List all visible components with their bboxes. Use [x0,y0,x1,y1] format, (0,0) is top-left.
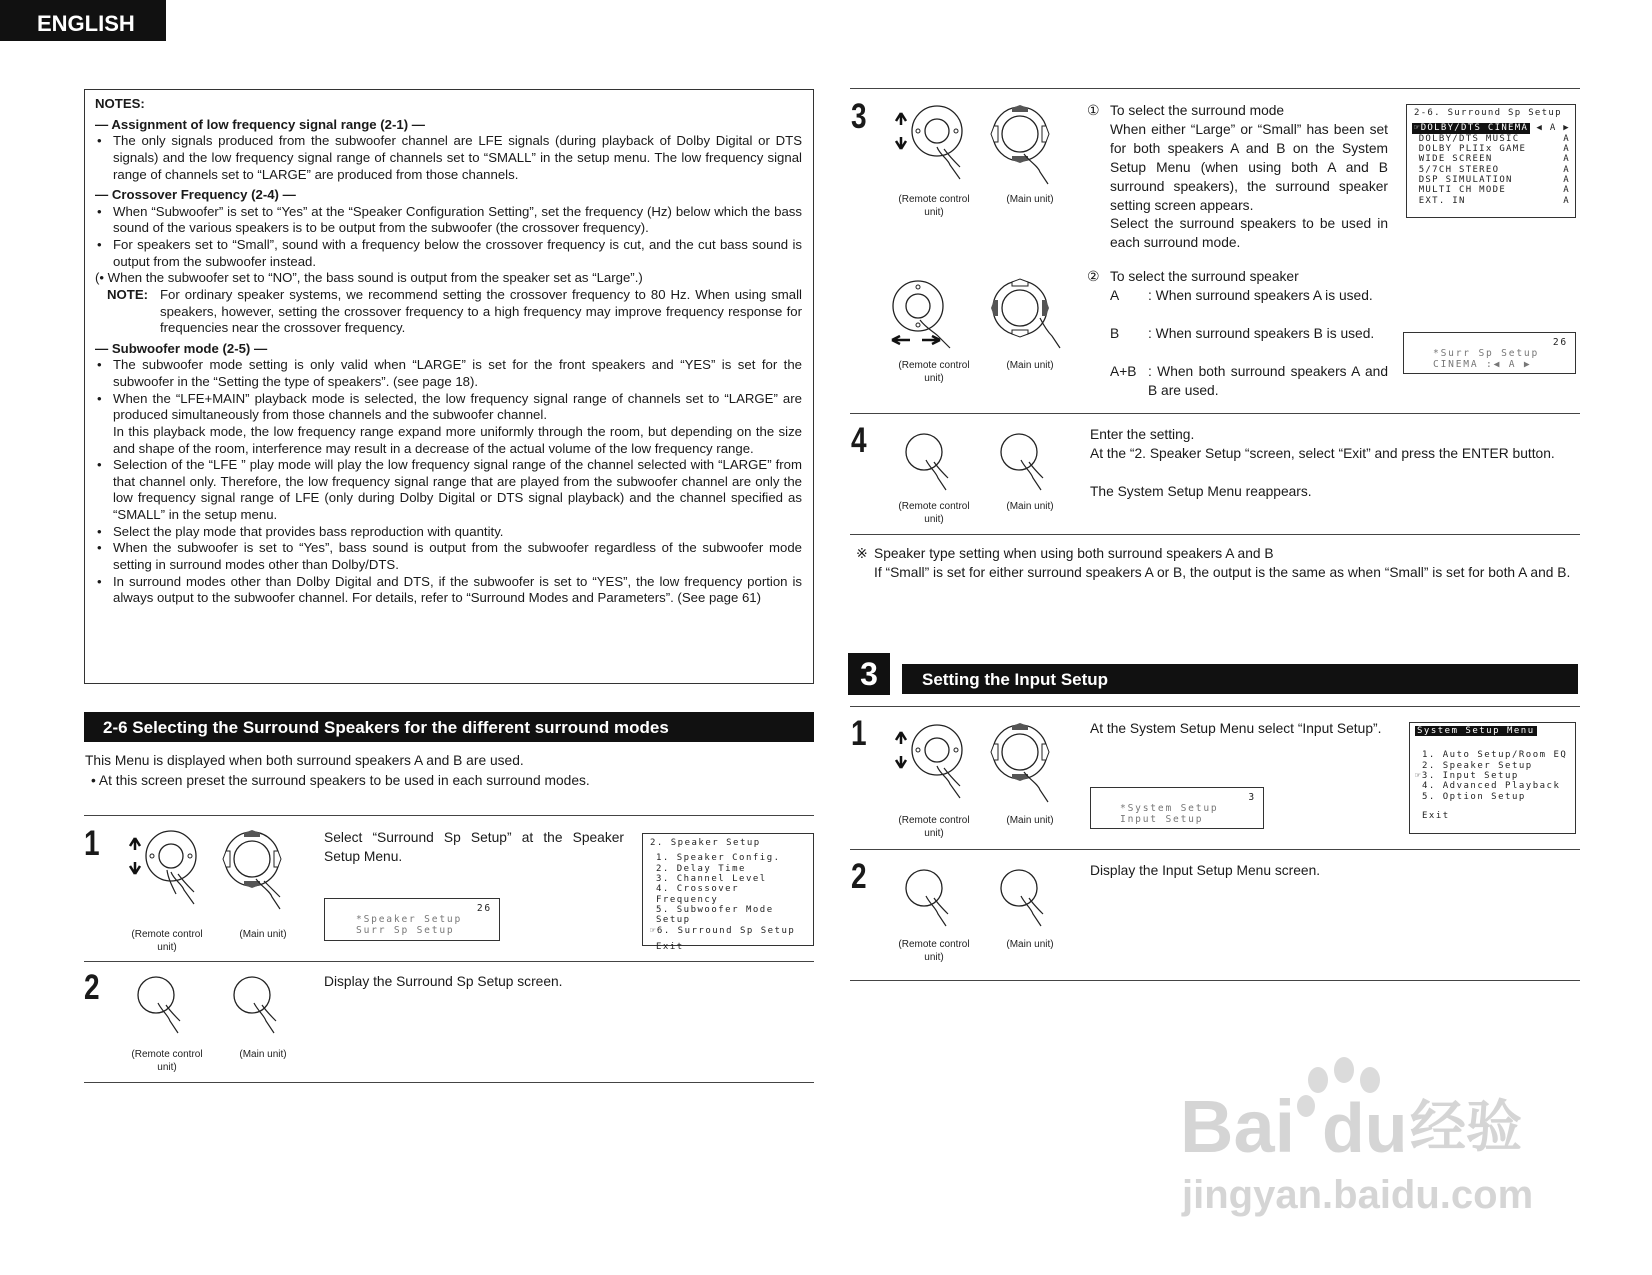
menu-title: 2. Speaker Setup [650,838,761,848]
lcd-number: 3 [1248,792,1256,803]
remote-cursor-icon [890,722,980,804]
lcd-number: 26 [476,903,492,914]
main-unit-caption: (Main unit) [1006,815,1054,826]
remote-enter-icon [904,868,964,932]
surround-mode-value: A [1563,185,1570,196]
notes-sec3-bullet: • When the subwoofer is set to “Yes”, bass sound is output from the subwoofer regardless of the subwoofer mode setting in surround modes other than Dolby/DTS. [95,540,802,573]
menu-item: 4. Crossover Frequency [656,884,740,905]
surround-mode-value: A [1563,144,1570,155]
notes-sec3-bullet: • The subwoofer mode setting is only valid when “LARGE” is set for the front speakers and “YES” is set for the subwoofer in the “Setting the type of speakers”. (see page 18). [95,357,802,390]
remote-caption: (Remote control unit) [131,929,203,953]
divider [84,1082,814,1083]
input-step1-instruction: At the System Setup Menu select “Input Setup”. [1090,721,1382,736]
surround-mode-row [1412,185,1570,195]
notes-box [84,89,814,684]
surround-mode-label: ☞DOLBY/DTS CINEMA [1414,123,1529,134]
notes-sec1-bullet: • The only signals produced from the subwoofer channel are LFE signals (during playback of Dolby Digital or DTS signals) and the low frequency signal range of channels set to “SMALL” in the setup menu. The low frequency signal range of channels set to “LARGE” are produced from those channels. [95,133,802,183]
remote-caption: (Remote control unit) [898,815,970,839]
watermark-cn: 经验 [1410,1095,1522,1160]
divider [850,980,1580,981]
menu-item: 2. Speaker Setup [1422,760,1533,771]
notes-title: NOTES: [95,96,145,111]
notes-sec3-bullet: • Select the play mode that provides bass reproduction with quantity. [95,524,802,541]
surround-mode-row [1412,123,1570,133]
menu-item: 5. Subwoofer Mode Setup [656,905,774,926]
notes-sec3-bullet: • In surround modes other than Dolby Digital and DTS, if the subwoofer is set to “YES”, the low frequency portion is always output to the subwoofer channel. For details, refer to “Surround Modes and Parameters”. (See page 61) [95,574,802,607]
lcd-line: *Surr Sp Setup [1433,348,1540,360]
main-unit-enter-icon [999,432,1059,496]
step3-item1-text2: Select the surround speakers to be used in each surround mode. [1110,216,1388,251]
remote-caption: (Remote control unit) [131,1049,203,1073]
note-label: NOTE: [107,286,149,302]
surround-mode-value: A [1563,195,1570,206]
step4-text: Enter the setting. [1090,427,1195,442]
surround-mode-row [1412,144,1570,154]
step-number: 4 [851,421,867,460]
surround-mode-label: DOLBY PLIIx GAME [1412,144,1527,155]
lcd-display [324,898,500,941]
step-number: 1 [84,824,100,863]
lcd-display [1403,332,1576,374]
notes-sec3-bullet: • Selection of the “LFE ” play mode will play the low frequency signal range of the channel selected with “LARGE” from that channel only. Therefore, the low frequency signal range that are played from the subwoofer channel are only the low frequency signal range of LFE (only during Dolby Digital or DTS signal playback) and the channel specified as “SMALL” in the setup menu. [95,457,802,524]
language-tab: ENGLISH [0,0,166,41]
lcd-line: CINEMA :◀ A ▶ [1433,359,1532,371]
remote-caption: (Remote control unit) [898,360,970,384]
note-mark: ※ [856,546,868,561]
remote-left-right-icon [890,278,980,360]
surround-mode-list [1412,123,1570,206]
watermark-brand2: du [1322,1089,1408,1167]
main-unit-caption: (Main unit) [239,929,287,940]
main-unit-caption: (Main unit) [1006,194,1054,205]
notes-sec3-continuation: In this playback mode, the low frequency range expand more uniformly through the room, but depending on the size and shape of the room, interference may result in a decrease of the actual volume of the low frequency range. [113,423,802,456]
divider [850,849,1580,850]
lcd-display [1090,787,1264,829]
menu-exit: Exit [1422,811,1450,822]
surround-mode-label: DOLBY/DTS MUSIC [1412,133,1520,144]
surround-mode-value: A [1563,175,1570,186]
step-number: 3 [851,97,867,136]
lcd-line: *System Setup [1120,803,1219,815]
section-26-intro-bullet: • At this screen preset the surround speakers to be used in each surround modes. [91,773,590,788]
main-unit-enter-icon [232,975,292,1039]
step4-text: At the “2. Speaker Setup “screen, select “Exit” and press the ENTER button. [1090,446,1555,461]
remote-cursor-icon [890,103,980,185]
divider [850,706,1580,707]
main-unit-cursor-icon [222,829,302,911]
option-text: : When both surround speakers A and B are used. [1148,364,1388,399]
step3-item1-title: To select the surround mode [1110,103,1285,118]
divider [850,534,1580,535]
watermark-brand: Bai [1180,1085,1296,1168]
surround-mode-value: A [1563,164,1570,175]
main-unit-caption: (Main unit) [1006,939,1054,950]
step-number: 1 [851,714,867,753]
surround-mode-value: A [1563,133,1570,144]
section-26-intro: This Menu is displayed when both surround speakers A and B are used. [85,753,524,768]
main-unit-left-right-icon [990,278,1070,360]
section-3-title: Setting the Input Setup [902,664,1578,694]
surround-mode-value: ◀ A ▶ [1536,123,1570,134]
option-text: : When surround speakers A is used. [1148,288,1373,303]
surround-mode-row [1412,165,1570,175]
watermark-url: jingyan.baidu.com [1182,1173,1534,1217]
surround-mode-label: 5/7CH STEREO [1412,164,1500,175]
main-unit-cursor-icon [990,104,1070,186]
menu-item: 1. Speaker Config. [656,853,781,864]
main-unit-caption: (Main unit) [1006,501,1054,512]
option-label: A+B [1110,364,1137,379]
lcd-line: Surr Sp Setup [356,925,455,937]
step-number: 2 [851,857,867,896]
divider [84,961,814,962]
note-title: Speaker type setting when using both surround speakers A and B [874,546,1274,561]
remote-enter-icon [904,432,964,496]
divider [84,815,814,816]
menu-item: 3. Channel Level [656,874,767,885]
main-unit-enter-icon [999,868,1059,932]
surround-mode-row [1412,154,1570,164]
menu-item: 2. Delay Time [656,863,746,874]
step3-item1-text: When either “Large” or “Small” has been set for both speakers A and B on the System Setup Menu (when using both A and B surround speakers), the surround speaker setting screen appears. [1110,122,1388,214]
notes-sec2-note [95,287,802,337]
notes-sec3-title: — Subwoofer mode (2-5) — [95,340,268,356]
note-text: For ordinary speaker systems, we recommend setting the crossover frequency to 80 Hz. When using small speakers, however, setting the crossover frequency to a high frequency may improve frequency response for frequencies near the crossover frequency. [160,286,802,336]
remote-caption: (Remote control unit) [898,501,970,525]
surround-mode-label: DSP SIMULATION [1412,175,1513,186]
step2-instruction: Display the Surround Sp Setup screen. [324,974,563,989]
menu-exit: Exit [656,942,684,953]
menu-item: 5. Option Setup [1422,791,1526,802]
notes-sec1-title: — Assignment of low frequency signal range (2-1) — [95,116,425,132]
remote-caption: (Remote control unit) [898,194,970,218]
menu-item: 4. Advanced Playback [1422,781,1561,792]
surround-mode-row [1412,175,1570,185]
option-label: A [1110,288,1120,303]
note-text: If “Small” is set for either surround speakers A or B, the output is the same as when “Small” is set for both A and B. [874,565,1571,580]
section-26-title: 2-6 Selecting the Surround Speakers for the different surround modes [84,712,814,742]
step3-item2-title: To select the surround speaker [1110,269,1299,284]
surround-mode-row [1412,134,1570,144]
speaker-setup-menu [642,833,814,953]
main-unit-caption: (Main unit) [1006,360,1054,371]
lcd-line: Input Setup [1120,814,1204,826]
system-setup-menu [1409,722,1576,834]
surround-mode-label: EXT. IN [1412,195,1466,206]
input-step2-instruction: Display the Input Setup Menu screen. [1090,863,1321,878]
remote-caption: (Remote control unit) [898,939,970,963]
menu-title: System Setup Menu [1417,726,1535,736]
remote-cursor-icon [124,828,214,910]
surround-sp-setup-menu [1406,104,1576,218]
notes-sec2-paren: (• When the subwoofer set to “NO”, the bass sound is output from the speaker set as “Large”.) [95,270,643,286]
notes-sec2-bullet: • When “Subwoofer” is set to “Yes” at the “Speaker Configuration Setting”, set the frequency (Hz) below which the bass sound of the various speakers is to be output from the subwoofer (the crossover frequency). [95,204,802,237]
main-unit-caption: (Main unit) [239,1049,287,1060]
menu-item-selected: ☞6. Surround Sp Setup [650,925,796,936]
step3-item1-mark: ① [1087,103,1100,118]
step4-text: The System Setup Menu reappears. [1090,484,1312,499]
notes-sec3-bullet: • When the “LFE+MAIN” playback mode is selected, the low frequency signal range of channels set to “LARGE” are produced simultaneously from those channels and the subwoofer channel. [95,391,802,424]
baidu-watermark-logo [1180,1040,1540,1240]
surround-mode-label: WIDE SCREEN [1412,154,1493,165]
divider [850,413,1580,414]
notes-sec2-bullet: • For speakers set to “Small”, sound with a frequency below the crossover frequency is cut, and the cut bass sound is output from the subwoofer instead. [95,237,802,270]
surround-mode-label: MULTI CH MODE [1412,185,1507,196]
surround-mode-value: A [1563,154,1570,165]
menu-title: 2-6. Surround Sp Setup [1414,108,1562,118]
surround-mode-row [1412,196,1570,206]
notes-sec2-title: — Crossover Frequency (2-4) — [95,187,296,203]
section-number: 3 [848,653,890,695]
divider [850,88,1580,89]
remote-enter-icon [136,975,196,1039]
lcd-line: *Speaker Setup [356,914,463,926]
option-text: : When surround speakers B is used. [1148,326,1375,341]
step3-item2-mark: ② [1087,269,1100,284]
lcd-number: 26 [1552,337,1568,348]
menu-item: 1. Auto Setup/Room EQ [1422,750,1568,761]
menu-item-selected: ☞3. Input Setup [1415,771,1519,782]
step1-instruction: Select “Surround Sp Setup” at the Speaker Setup Menu. [324,830,624,865]
step-number: 2 [84,968,100,1007]
option-label: B [1110,326,1120,341]
main-unit-cursor-icon [990,722,1070,804]
